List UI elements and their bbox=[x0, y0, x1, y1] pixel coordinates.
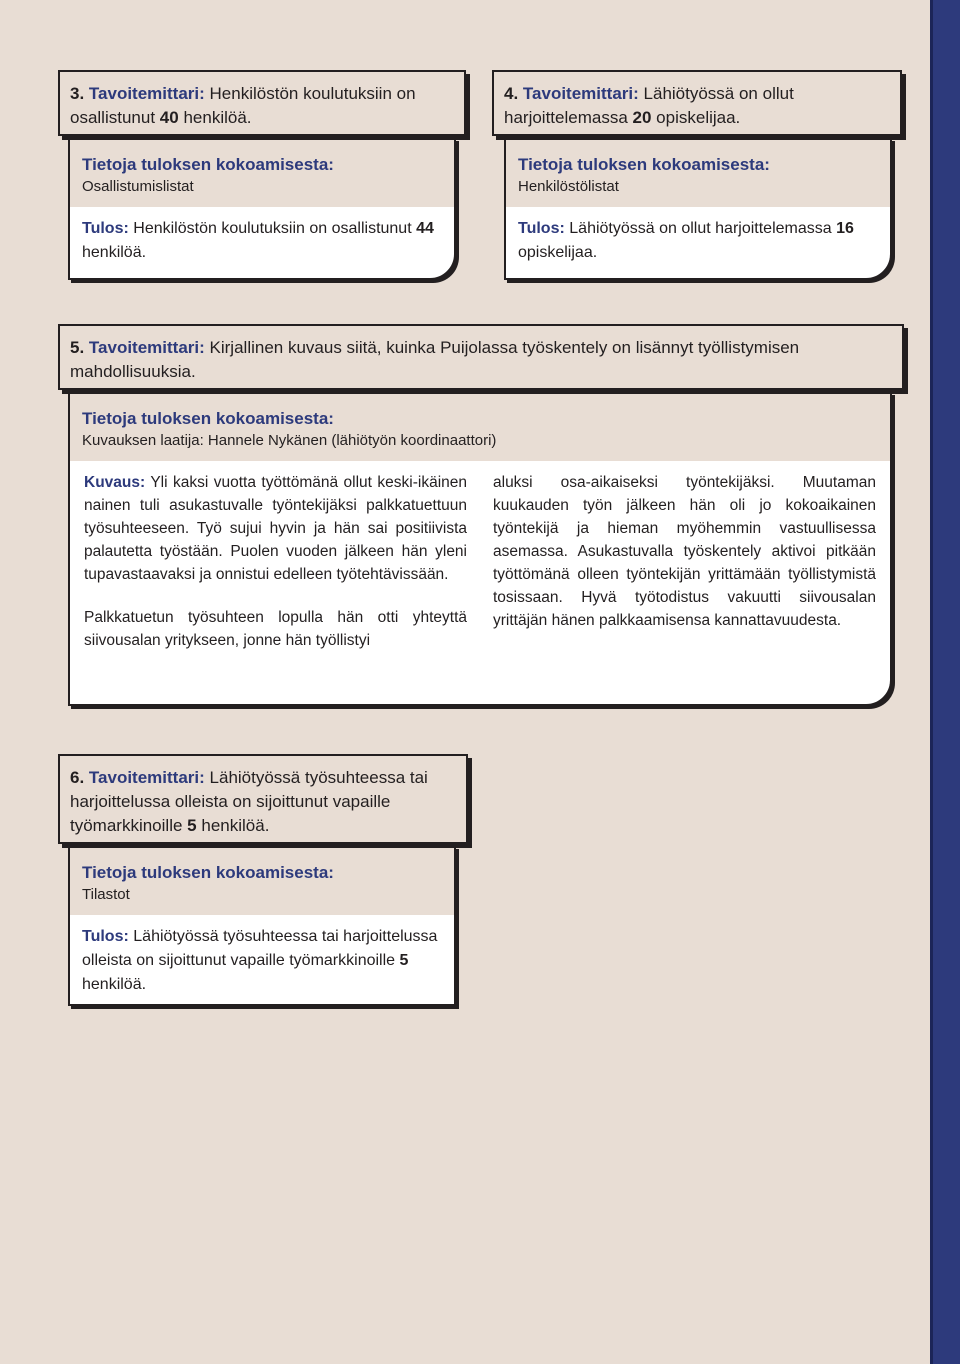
indicator-body-4 bbox=[504, 138, 892, 280]
indicator-body-5 bbox=[68, 392, 892, 706]
description-label: Kuvaus: bbox=[84, 474, 146, 491]
source-title: Tietoja tuloksen kokoamisesta: bbox=[82, 155, 334, 174]
meter-suffix: henkilöä. bbox=[183, 108, 252, 127]
side-accent-bar bbox=[930, 0, 960, 1364]
indicator-number: 3. bbox=[70, 84, 85, 103]
meter-label: Tavoitemittari: bbox=[88, 338, 205, 357]
source-title: Tietoja tuloksen kokoamisesta: bbox=[82, 863, 334, 882]
meter-text: Henkilöstön koulutuksiin on osallistunut bbox=[70, 84, 416, 127]
result-section bbox=[70, 915, 454, 1007]
meter-text: Lähiötyössä työsuhteessa tai harjoittelussa olleista on sijoittunut vapaille työmarkkinoille bbox=[70, 768, 428, 835]
result-section bbox=[506, 207, 890, 275]
indicator-header-4 bbox=[492, 70, 902, 136]
source-section bbox=[70, 140, 454, 207]
source-text: Tilastot bbox=[82, 886, 130, 903]
description-paragraph bbox=[84, 471, 467, 586]
meter-text: Kirjallinen kuvaus siitä, kuinka Puijolassa työskentely on lisännyt työllistymisen mahdollisuuksia. bbox=[70, 338, 800, 381]
description-paragraph: Palkkatuetun työsuhteen lopulla hän otti yhteyttä siivousalan yritykseen, jonne hän työllistyi bbox=[84, 609, 467, 649]
description-paragraph: aluksi osa-aikaiseksi työntekijäksi. Muutaman kuukauden työn jälkeen hän oli jo kokoaikainen työntekijä ja hieman myöhemmin vastuullisessa asemassa. Asukastuvalla työskentely aktivoi pitkään työttömänä olleen työntekijän yrittämään työllistymistä tosissaan. Hyvä työtodistus vakuutti siivousalan yrittäjän hänen palkkaamisensa kannattavuudesta. bbox=[493, 474, 876, 629]
indicator-number: 6. bbox=[70, 768, 85, 787]
result-section bbox=[70, 207, 454, 275]
meter-label: Tavoitemittari: bbox=[522, 84, 639, 103]
description-column-right bbox=[493, 471, 876, 672]
indicator-header-3 bbox=[58, 70, 466, 136]
description-text: Yli kaksi vuotta työttömänä ollut keski-ikäinen nainen tuli asukastuvalle työntekijäksi palkkatuettuun työsuhteeseen. Työ sujui hyvin ja hän sai positiivista palautetta työstään. Puolen vuoden jälkeen hän yleni tupavastaavaksi ja onnistui edelleen työtehtävissään. bbox=[84, 474, 467, 583]
result-text: Lähiötyössä on ollut harjoittelemassa bbox=[569, 220, 832, 237]
indicator-number: 4. bbox=[504, 84, 519, 103]
source-text: Osallistumislistat bbox=[82, 178, 194, 195]
meter-label: Tavoitemittari: bbox=[88, 84, 205, 103]
result-value: 16 bbox=[836, 220, 854, 237]
result-suffix: opiskelijaa. bbox=[518, 244, 598, 261]
meter-value: 5 bbox=[187, 816, 197, 835]
result-label: Tulos: bbox=[82, 928, 129, 945]
result-text: Lähiötyössä työsuhteessa tai harjoittelussa olleista on sijoittunut vapaille työmarkkinoille bbox=[82, 928, 438, 969]
description-column-left bbox=[84, 471, 467, 672]
side-accent-edge bbox=[930, 0, 933, 1364]
source-text: Henkilöstölistat bbox=[518, 178, 619, 195]
source-title: Tietoja tuloksen kokoamisesta: bbox=[82, 409, 334, 428]
result-suffix: henkilöä. bbox=[82, 244, 147, 261]
result-value: 44 bbox=[416, 220, 434, 237]
meter-suffix: henkilöä. bbox=[201, 816, 270, 835]
description-columns bbox=[70, 461, 890, 682]
meter-text: Lähiötyössä on ollut harjoittelemassa bbox=[504, 84, 794, 127]
result-label: Tulos: bbox=[518, 220, 565, 237]
source-text: Kuvauksen laatija: Hannele Nykänen (lähiötyön koordinaattori) bbox=[82, 432, 497, 449]
result-text: Henkilöstön koulutuksiin on osallistunut bbox=[133, 220, 412, 237]
source-section bbox=[70, 394, 890, 461]
meter-value: 40 bbox=[159, 108, 179, 127]
source-section bbox=[70, 848, 454, 915]
indicator-body-6 bbox=[68, 846, 456, 1006]
meter-label: Tavoitemittari: bbox=[88, 768, 205, 787]
indicator-body-3 bbox=[68, 138, 456, 280]
source-section bbox=[506, 140, 890, 207]
result-value: 5 bbox=[399, 952, 409, 969]
result-suffix: henkilöä. bbox=[82, 976, 147, 993]
result-label: Tulos: bbox=[82, 220, 129, 237]
meter-value: 20 bbox=[632, 108, 652, 127]
indicator-header-5 bbox=[58, 324, 904, 390]
indicator-header-6 bbox=[58, 754, 468, 844]
indicator-number: 5. bbox=[70, 338, 85, 357]
source-title: Tietoja tuloksen kokoamisesta: bbox=[518, 155, 770, 174]
meter-suffix: opiskelijaa. bbox=[656, 108, 741, 127]
